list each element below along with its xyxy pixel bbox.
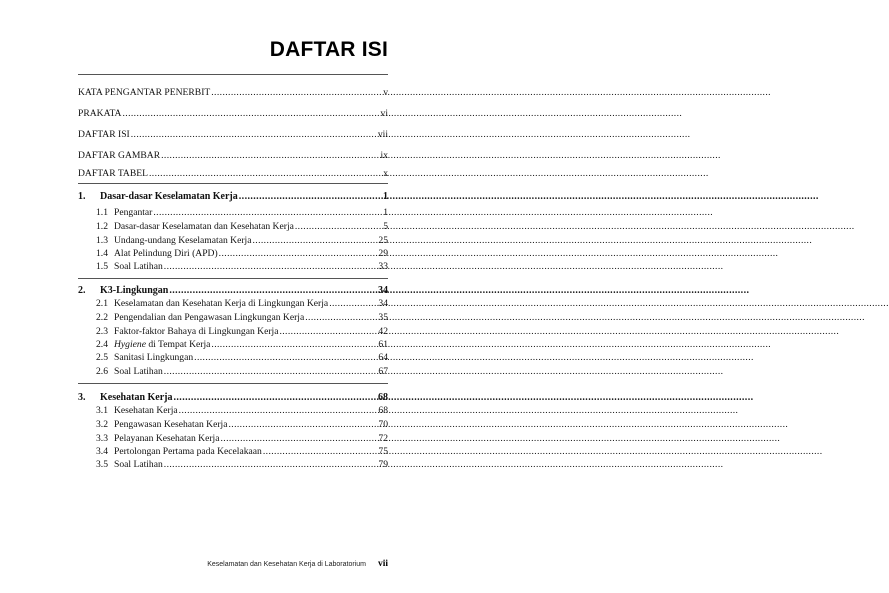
toc-section-1-2[interactable] — [96, 221, 388, 233]
dot-leader — [211, 87, 382, 99]
section-page: 79 — [378, 459, 388, 470]
toc-section-2-2[interactable] — [96, 312, 388, 324]
section-number: 3.5 — [96, 459, 108, 470]
toc-section-3-5[interactable] — [96, 459, 388, 471]
toc-entry-page: vi — [380, 108, 388, 119]
section-title: Dasar-dasar Keselamatan dan Kesehatan Kerja — [114, 221, 294, 232]
section-number: 1.1 — [96, 207, 108, 218]
toc-entry-page: v — [383, 87, 388, 98]
toc-section-1-5[interactable] — [96, 261, 388, 273]
section-number: 2.1 — [96, 298, 108, 309]
section-page: 75 — [378, 446, 388, 457]
dot-leader — [153, 207, 382, 219]
chapter-title: Kesehatan Kerja — [100, 392, 173, 403]
dot-leader — [263, 446, 378, 458]
dot-leader — [220, 433, 377, 445]
toc-chapter-2[interactable] — [78, 285, 388, 297]
toc-entry-daftar-isi[interactable] — [78, 129, 388, 141]
dot-leader — [228, 419, 377, 431]
section-title: Pengawasan Kesehatan Kerja — [114, 419, 228, 430]
dot-leader — [164, 366, 378, 378]
dot-leader — [149, 168, 382, 180]
chapter-title: K3-Lingkungan — [100, 285, 169, 296]
toc-entry-label: DAFTAR GAMBAR — [78, 150, 161, 161]
section-title-italic: Hygiene — [114, 339, 146, 350]
section-title: Keselamatan dan Kesehatan Kerja di Lingkungan Kerja — [114, 298, 329, 309]
section-number: 2.4 — [96, 339, 108, 350]
section-divider — [78, 383, 388, 384]
section-page: 25 — [378, 235, 388, 246]
section-number: 1.5 — [96, 261, 108, 272]
toc-entry-page: vii — [377, 129, 388, 140]
section-number: 2.2 — [96, 312, 108, 323]
dot-leader — [305, 312, 377, 324]
page-footer — [207, 559, 388, 569]
toc-section-2-1[interactable] — [96, 298, 388, 310]
section-title — [114, 339, 210, 351]
section-title: Undang-undang Keselamatan Kerja — [114, 235, 252, 246]
section-number: 2.6 — [96, 366, 108, 377]
dot-leader — [252, 235, 377, 247]
dot-leader — [164, 459, 378, 471]
dot-leader — [169, 285, 377, 297]
section-page: 64 — [378, 352, 388, 363]
section-page: 29 — [378, 248, 388, 259]
dot-leader — [329, 298, 377, 310]
section-number: 3.1 — [96, 405, 108, 416]
section-title-rest: di Tempat Kerja — [145, 339, 211, 350]
dot-leader — [164, 261, 378, 273]
toc-section-2-4[interactable] — [96, 339, 388, 351]
toc-entry-page: ix — [380, 150, 388, 161]
toc-section-2-6[interactable] — [96, 366, 388, 378]
title-divider — [78, 74, 388, 75]
section-number: 1.3 — [96, 235, 108, 246]
dot-leader — [211, 339, 377, 351]
section-page: 33 — [378, 261, 388, 272]
chapter-page: 34 — [378, 285, 388, 296]
page-title: DAFTAR ISI — [269, 38, 388, 61]
dot-leader — [295, 221, 382, 233]
chapter-number: 2. — [78, 285, 86, 296]
toc-entry-label: DAFTAR TABEL — [78, 168, 148, 179]
dot-leader — [239, 191, 382, 203]
toc-chapter-1[interactable] — [78, 191, 388, 203]
section-title: Sanitasi Lingkungan — [114, 352, 194, 363]
toc-section-2-5[interactable] — [96, 352, 388, 364]
section-page: 5 — [383, 221, 388, 232]
section-number: 2.5 — [96, 352, 108, 363]
section-title: Kesehatan Kerja — [114, 405, 178, 416]
toc-chapter-3[interactable] — [78, 392, 388, 404]
toc-section-3-3[interactable] — [96, 433, 388, 445]
section-page: 35 — [378, 312, 388, 323]
section-page: 72 — [378, 433, 388, 444]
dot-leader — [174, 392, 378, 404]
chapter-number: 3. — [78, 392, 86, 403]
section-number: 3.3 — [96, 433, 108, 444]
toc-entry-label: PRAKATA — [78, 108, 122, 119]
dot-leader — [279, 326, 377, 338]
section-page: 61 — [378, 339, 388, 350]
dot-leader — [194, 352, 377, 364]
toc-entry-page: x — [383, 168, 388, 179]
section-number: 3.4 — [96, 446, 108, 457]
section-title: Pelayanan Kesehatan Kerja — [114, 433, 220, 444]
dot-leader — [179, 405, 378, 417]
section-title: Pengantar — [114, 207, 153, 218]
chapter-title: Dasar-dasar Keselamatan Kerja — [100, 191, 238, 202]
dot-leader — [219, 248, 378, 260]
section-number: 2.3 — [96, 326, 108, 337]
section-divider — [78, 183, 388, 184]
toc-section-1-3[interactable] — [96, 235, 388, 247]
dot-leader — [122, 108, 379, 120]
dot-leader — [131, 129, 377, 141]
section-title: Alat Pelindung Diri (APD) — [114, 248, 218, 259]
section-title: Soal Latihan — [114, 459, 163, 470]
section-number: 3.2 — [96, 419, 108, 430]
section-page: 1 — [383, 207, 388, 218]
section-title: Soal Latihan — [114, 261, 163, 272]
toc-section-1-1[interactable] — [96, 207, 388, 219]
chapter-number: 1. — [78, 191, 86, 202]
section-page: 34 — [378, 298, 388, 309]
section-page: 67 — [378, 366, 388, 377]
toc-entry-label: KATA PENGANTAR PENERBIT — [78, 87, 211, 98]
toc-entry-label: DAFTAR ISI — [78, 129, 130, 140]
section-number: 1.2 — [96, 221, 108, 232]
section-title: Soal Latihan — [114, 366, 163, 377]
toc-section-3-4[interactable] — [96, 446, 388, 458]
footer-page-number: vii — [377, 559, 388, 569]
toc-section-1-4[interactable] — [96, 248, 388, 260]
toc-entry-prakata[interactable] — [78, 108, 388, 120]
toc-section-2-3[interactable] — [96, 326, 388, 338]
section-page: 70 — [378, 419, 388, 430]
section-page: 68 — [378, 405, 388, 416]
toc-section-3-1[interactable] — [96, 405, 388, 417]
section-page: 42 — [378, 326, 388, 337]
toc-section-3-2[interactable] — [96, 419, 388, 431]
footer-book-title: Keselamatan dan Kesehatan Kerja di Laboratorium — [207, 561, 366, 568]
chapter-page: 68 — [378, 392, 388, 403]
section-number: 1.4 — [96, 248, 108, 259]
toc-entry-daftar-tabel[interactable] — [78, 168, 388, 180]
section-title: Faktor-faktor Bahaya di Lingkungan Kerja — [114, 326, 279, 337]
dot-leader — [161, 150, 379, 162]
section-title: Pengendalian dan Pengawasan Lingkungan Kerja — [114, 312, 305, 323]
chapter-page: 1 — [383, 191, 388, 202]
section-title: Pertolongan Pertama pada Kecelakaan — [114, 446, 262, 457]
toc-entry-kata-pengantar[interactable] — [78, 87, 388, 99]
toc-entry-daftar-gambar[interactable] — [78, 150, 388, 162]
section-divider — [78, 278, 388, 279]
